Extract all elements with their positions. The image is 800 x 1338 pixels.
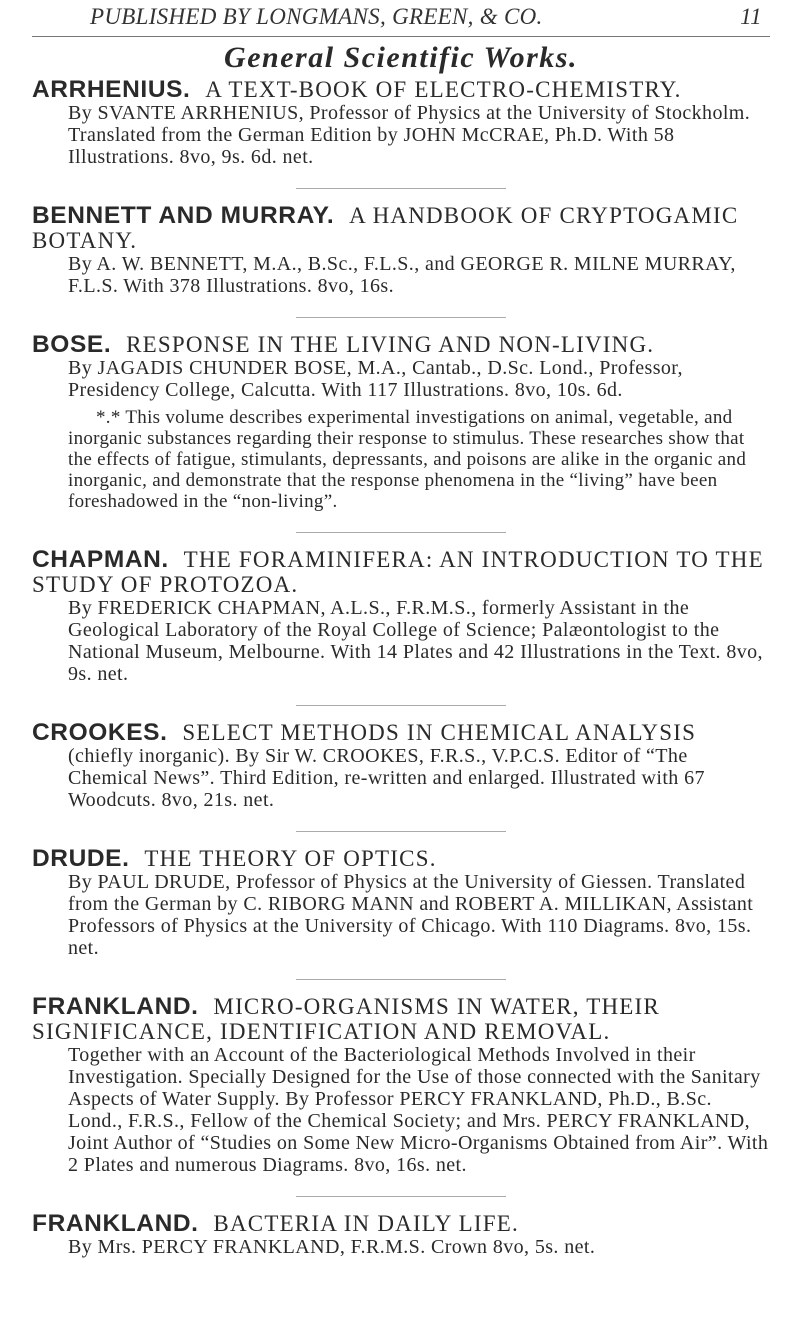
entry-heading bbox=[32, 203, 770, 253]
entry-title: THE FORAMINIFERA: AN INTRODUCTION TO THE STUDY OF PROTOZOA. bbox=[32, 547, 764, 597]
entry-author: FRANKLAND. bbox=[32, 993, 199, 1020]
entry-heading bbox=[32, 547, 770, 597]
running-head-title: PUBLISHED BY LONGMANS, GREEN, & CO. bbox=[90, 4, 543, 29]
catalog-entry bbox=[32, 846, 770, 959]
divider bbox=[296, 1196, 506, 1197]
entry-description: By Mrs. PERCY FRANKLAND, F.R.M.S. Crown 8vo, 5s. net. bbox=[68, 1236, 596, 1258]
entry-author: ARRHENIUS. bbox=[32, 76, 191, 103]
entry-author: CHAPMAN. bbox=[32, 546, 169, 573]
entry-author: BENNETT AND MURRAY. bbox=[32, 202, 335, 229]
catalog-entry bbox=[32, 77, 770, 168]
header-rule bbox=[32, 36, 770, 37]
divider bbox=[296, 705, 506, 706]
section-title: General Scientific Works. bbox=[224, 41, 578, 74]
entry-author: BOSE. bbox=[32, 331, 112, 358]
entry-title: A TEXT-BOOK OF ELECTRO-CHEMISTRY. bbox=[205, 77, 682, 102]
entry-heading bbox=[32, 1211, 770, 1236]
entry-heading bbox=[32, 77, 770, 102]
divider bbox=[296, 831, 506, 832]
entry-description: By PAUL DRUDE, Professor of Physics at the University of Giessen. Translated from the German by C. RIBORG MANN and ROBERT A. MILLIKAN, Assistant Professors of Physics at the University of Chicago. With 110 Diagrams. 8vo, 15s. net. bbox=[68, 871, 754, 959]
entry-title: THE THEORY OF OPTICS. bbox=[144, 846, 437, 871]
entry-description: By A. W. BENNETT, M.A., B.Sc., F.L.S., and GEORGE R. MILNE MURRAY, F.L.S. With 378 Illustrations. 8vo, 16s. bbox=[68, 253, 736, 297]
entry-author: DRUDE. bbox=[32, 845, 130, 872]
entry-description: By JAGADIS CHUNDER BOSE, M.A., Cantab., D.Sc. Lond., Professor, Presidency College, Calcutta. With 117 Illustrations. 8vo, 10s. 6d. bbox=[68, 357, 683, 401]
entry-note: *.* This volume describes experimental investigations on animal, vegetable, and inorganic substances regarding their response to stimulus. These researches show that the effects of fatigue, stimulants, depressants, and poisons are alike in the organic and inorganic, and demonstrate that the response phenomena in the “living” have been foreshadowed in the “non-living”. bbox=[68, 407, 747, 512]
entry-description: (chiefly inorganic). By Sir W. CROOKES, F.R.S., V.P.C.S. Editor of “The Chemical News”. Third Edition, re-written and enlarged. Illustrated with 67 Woodcuts. 8vo, 21s. net. bbox=[68, 745, 705, 811]
running-head bbox=[32, 0, 770, 32]
entry-author: CROOKES. bbox=[32, 719, 168, 746]
entry-title: SELECT METHODS IN CHEMICAL ANALYSIS bbox=[182, 720, 697, 745]
catalog-entry bbox=[32, 994, 770, 1176]
entry-heading bbox=[32, 994, 770, 1044]
entry-title: MICRO-ORGANISMS IN WATER, THEIR SIGNIFICANCE, IDENTIFICATION AND REMOVAL. bbox=[32, 994, 660, 1044]
entry-heading bbox=[32, 332, 770, 357]
entry-title: RESPONSE IN THE LIVING AND NON-LIVING. bbox=[126, 332, 655, 357]
page-number: 11 bbox=[740, 4, 762, 29]
entry-heading bbox=[32, 846, 770, 871]
entry-author: FRANKLAND. bbox=[32, 1210, 199, 1237]
entry-description: By SVANTE ARRHENIUS, Professor of Physics at the University of Stockholm. Translated from the German Edition by JOHN McCRAE, Ph.D. With 58 Illustrations. 8vo, 9s. 6d. net. bbox=[68, 102, 751, 168]
catalog-entry bbox=[32, 1211, 770, 1258]
entry-title: BACTERIA IN DAILY LIFE. bbox=[213, 1211, 519, 1236]
catalog-entry bbox=[32, 720, 770, 811]
divider bbox=[296, 188, 506, 189]
divider bbox=[296, 532, 506, 533]
catalog-entry bbox=[32, 332, 770, 512]
entry-description: Together with an Account of the Bacteriological Methods Involved in their Investigation. Specially Designed for the Use of those connected with the Sanitary Aspects of Water Supply. By Professor PERCY FRANKLAND, Ph.D., B.Sc. Lond., F.R.S., Fellow of the Chemical Society; and Mrs. PERCY FRANKLAND, Joint Author of “Studies on Some New Micro-Organisms Obtained from Air”. With 2 Plates and numerous Diagrams. 8vo, 16s. net. bbox=[68, 1044, 769, 1176]
catalog-entry bbox=[32, 547, 770, 685]
divider bbox=[296, 979, 506, 980]
entry-heading bbox=[32, 720, 770, 745]
entry-title: A HANDBOOK OF CRYPTOGAMIC BOTANY. bbox=[32, 203, 739, 253]
catalog-entry bbox=[32, 203, 770, 297]
divider bbox=[296, 317, 506, 318]
entry-description: By FREDERICK CHAPMAN, A.L.S., F.R.M.S., formerly Assistant in the Geological Laboratory of the Royal College of Science; Palæontologist to the National Museum, Melbourne. With 14 Plates and 42 Illustrations in the Text. 8vo, 9s. net. bbox=[68, 597, 763, 685]
